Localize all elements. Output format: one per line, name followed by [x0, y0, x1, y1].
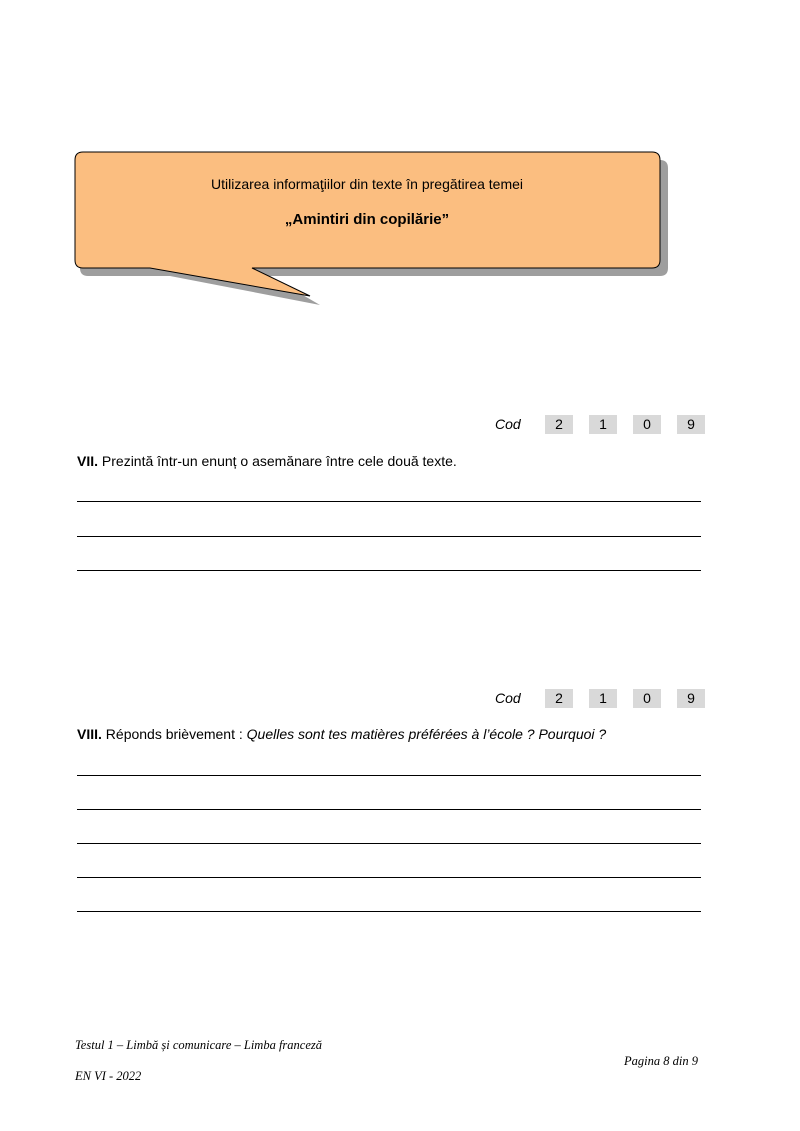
callout-shape — [74, 150, 674, 310]
answer-line[interactable] — [77, 570, 701, 571]
question-8-italic-text: Quelles sont tes matières préférées à l’école ? Pourquoi ? — [246, 726, 607, 742]
callout-bubble — [74, 150, 674, 310]
footer-page-number: Pagina 8 din 9 — [624, 1054, 698, 1068]
question-8-number: VIII. — [77, 726, 102, 742]
question-7-number: VII. — [77, 453, 99, 469]
code-digit-box: 2 — [545, 689, 573, 708]
code-digit-box: 2 — [545, 415, 573, 434]
answer-line[interactable] — [77, 536, 701, 537]
code-digit-box: 9 — [677, 689, 705, 708]
question-8 — [77, 726, 606, 742]
code-digit-box: 1 — [589, 415, 617, 434]
code-digit-box: 1 — [589, 689, 617, 708]
answer-line[interactable] — [77, 775, 701, 776]
footer-exam-line: EN VI - 2022 — [75, 1069, 142, 1083]
question-8-text: Réponds brièvement : — [101, 726, 247, 742]
answer-line[interactable] — [77, 501, 701, 502]
answer-line[interactable] — [77, 911, 701, 912]
code-digit-box: 0 — [633, 689, 661, 708]
footer-test-line: Testul 1 – Limbă și comunicare – Limba franceză — [75, 1038, 322, 1052]
question-7 — [77, 453, 457, 469]
code-label: Cod — [495, 690, 521, 706]
code-digit-box: 9 — [677, 415, 705, 434]
question-7-text: Prezintă într-un enunț o asemănare între cele două texte. — [98, 453, 457, 469]
code-label: Cod — [495, 416, 521, 432]
callout-title: „Amintiri din copilărie” — [284, 211, 450, 228]
code-digit-box: 0 — [633, 415, 661, 434]
answer-line[interactable] — [77, 843, 701, 844]
answer-line[interactable] — [77, 877, 701, 878]
answer-line[interactable] — [77, 809, 701, 810]
callout-line1: Utilizarea informaţiilor din texte în pregătirea temei — [210, 176, 524, 192]
